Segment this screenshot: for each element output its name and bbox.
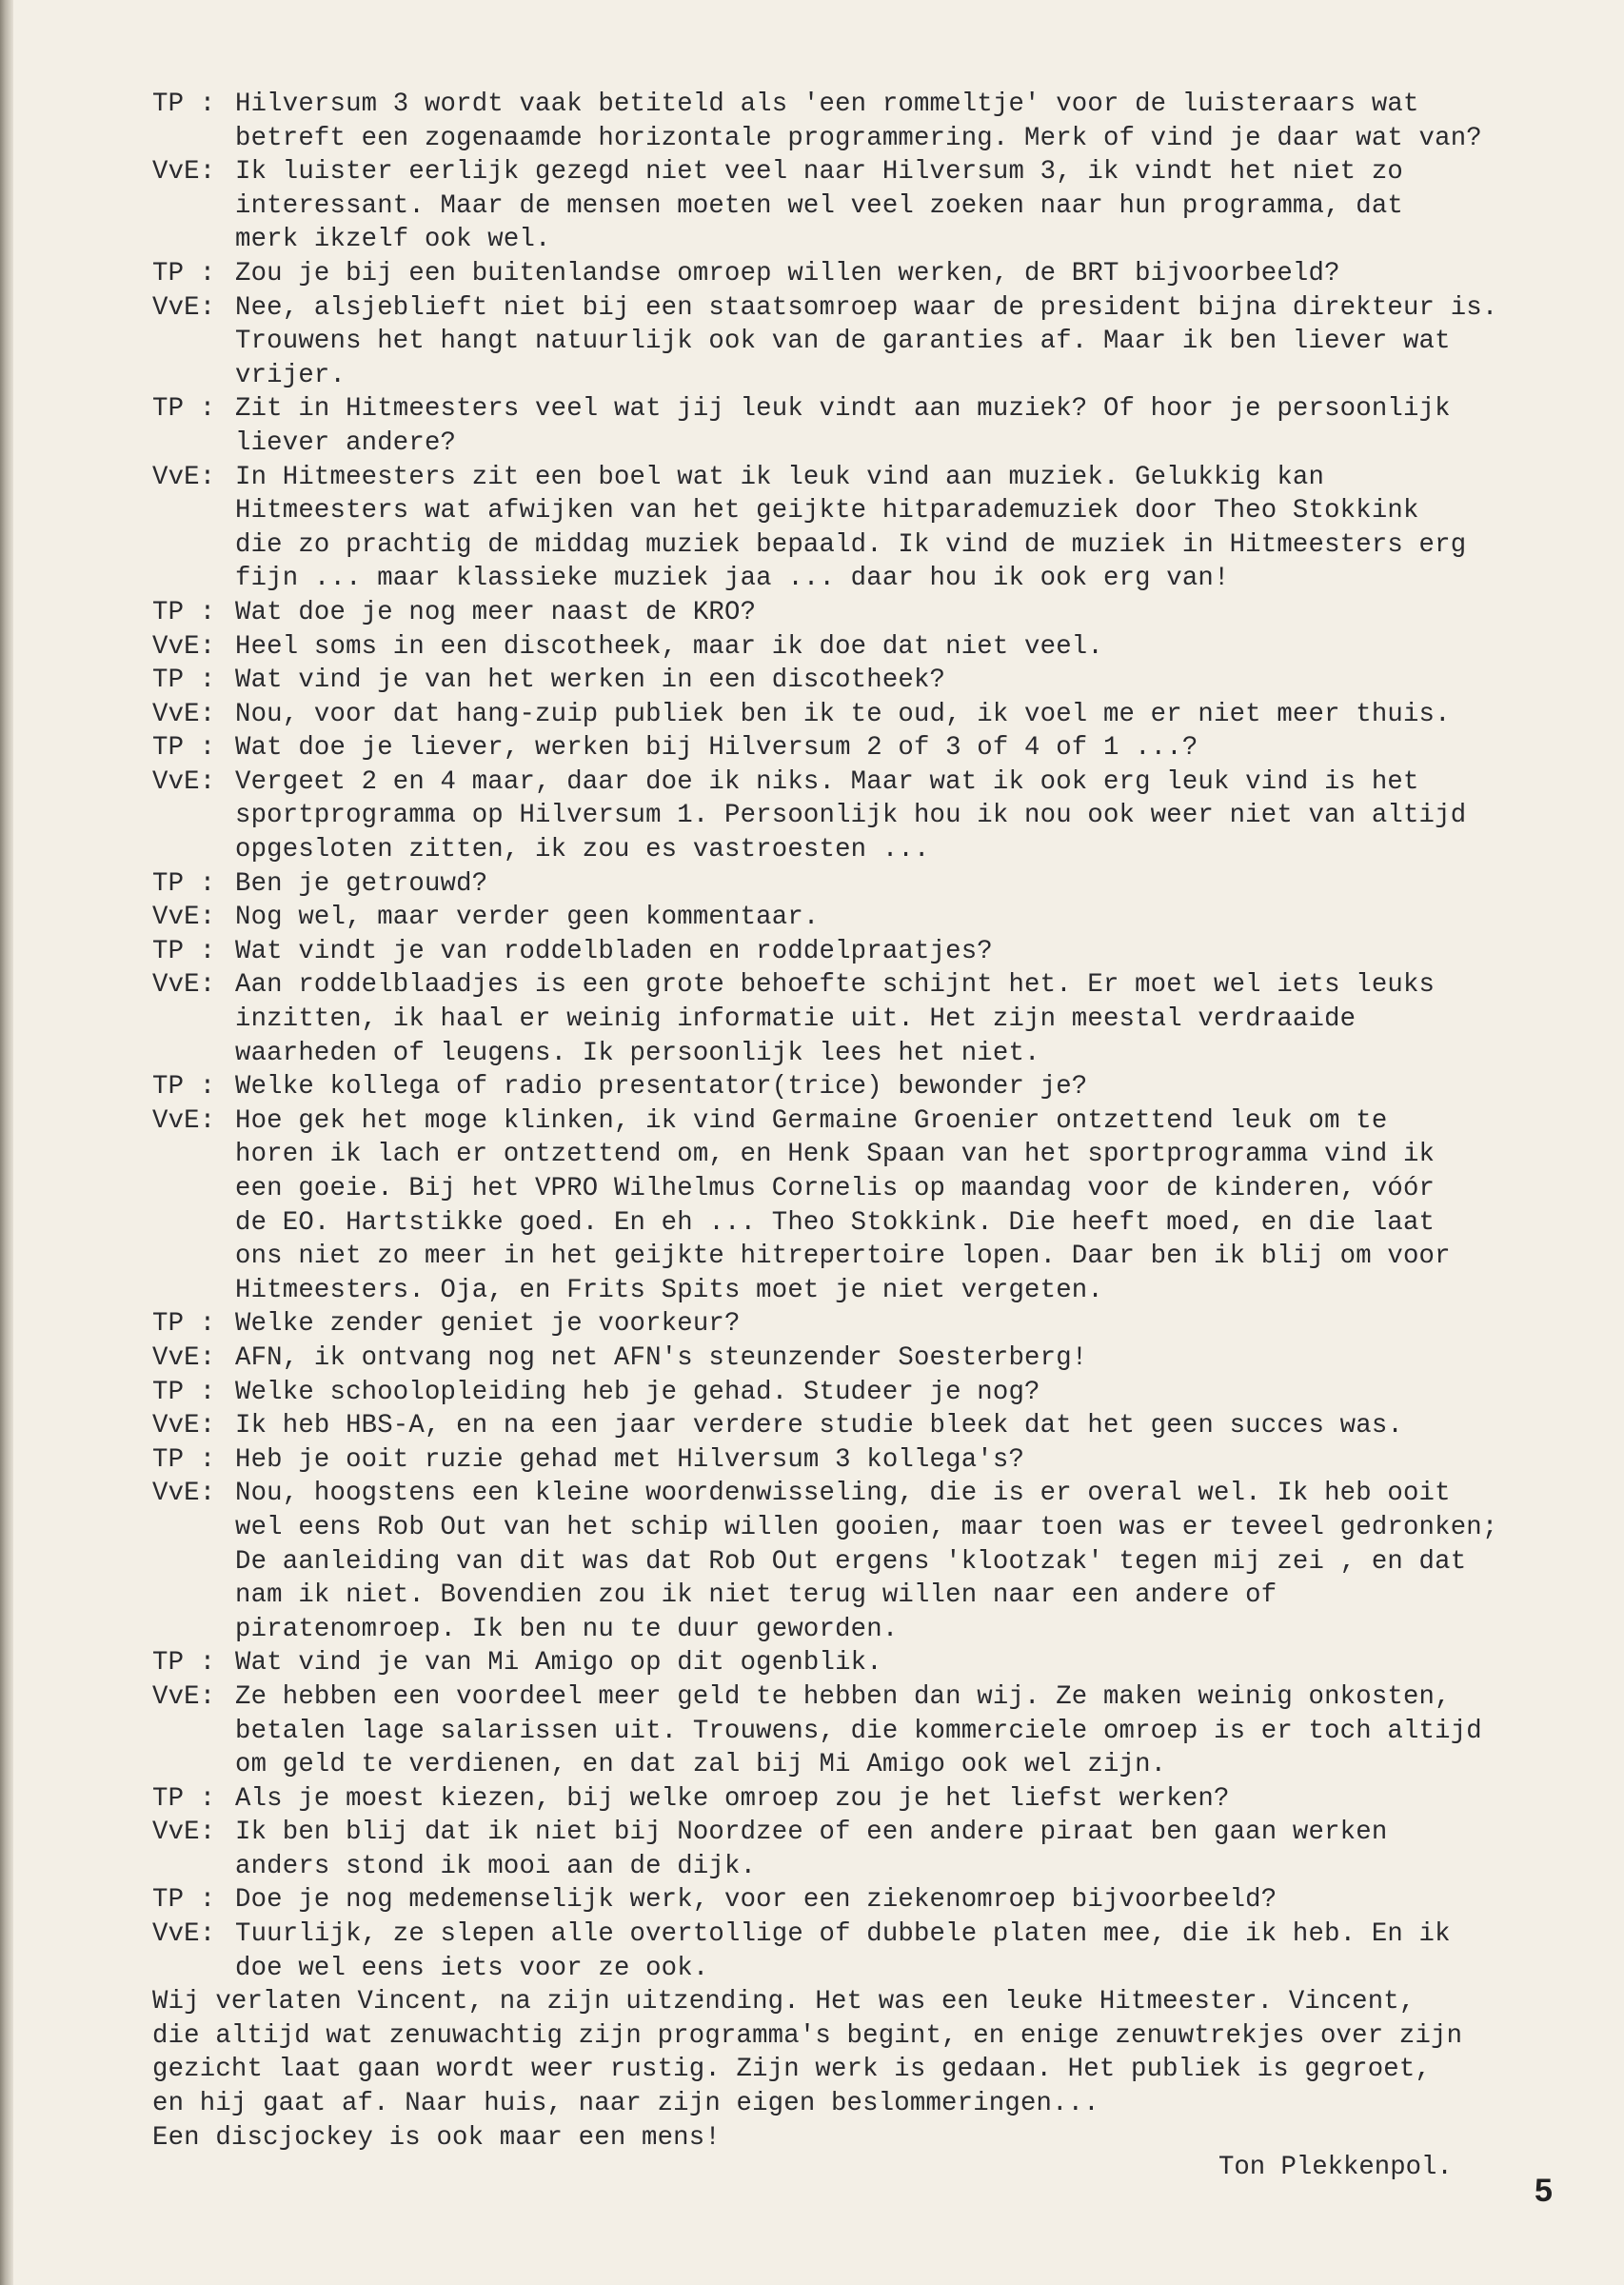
transcript-text: nam ik niet. Bovendien zou ik niet terug willen naar een andere of <box>235 1580 1277 1611</box>
closing-line: gezicht laat gaan wordt weer rustig. Zijn werk is gedaan. Het publiek is gegroet, <box>152 2055 1432 2085</box>
transcript-line <box>152 1240 1580 1274</box>
transcript-text: Ik luister eerlijk gezegd niet veel naar Hilversum 3, ik vindt het niet zo <box>235 157 1403 188</box>
transcript-line <box>152 1138 1580 1172</box>
transcript-line <box>152 968 1580 1003</box>
transcript-entry <box>152 765 1580 867</box>
transcript-line <box>152 1003 1580 1037</box>
transcript-text: merk ikzelf ook wel. <box>235 225 551 255</box>
speaker-label: TP : <box>152 868 216 899</box>
transcript-text: piratenomroep. Ik ben nu te duur geworden. <box>235 1614 899 1644</box>
transcript-text: de EO. Hartstikke goed. En eh ... Theo Stokkink. Die heeft moed, en die laat <box>235 1207 1436 1238</box>
speaker-label: TP : <box>152 1648 216 1679</box>
transcript-entry <box>152 1782 1580 1817</box>
transcript-line <box>152 1883 1580 1917</box>
transcript-text: De aanleiding van dit was dat Rob Out ergens 'klootzak' tegen mij zei , en dat <box>235 1546 1467 1577</box>
transcript-line <box>152 88 1580 122</box>
speaker-label: TP : <box>152 394 216 425</box>
closing-line: Wij verlaten Vincent, na zijn uitzending. Het was een leuke Hitmeester. Vincent, <box>152 1987 1416 2017</box>
transcript-text: Wat vind je van het werken in een discotheek? <box>235 666 946 696</box>
speaker-label: TP : <box>152 1885 216 1916</box>
transcript-line <box>152 1206 1580 1241</box>
transcript-text: Nog wel, maar verder geen kommentaar. <box>235 903 820 933</box>
transcript-text: Wat vind je van Mi Amigo op dit ogenblik. <box>235 1648 882 1679</box>
transcript-line <box>152 1816 1580 1850</box>
speaker-label: VvE: <box>152 1479 216 1509</box>
transcript-text: opgesloten zitten, ik zou es vastroesten ... <box>235 835 930 865</box>
closing-line: en hij gaat af. Naar huis, naar zijn eigen beslommeringen... <box>152 2089 1099 2119</box>
transcript-line <box>152 1917 1580 1952</box>
transcript-text: betalen lage salarissen uit. Trouwens, die kommerciele omroep is er toch altijd <box>235 1716 1482 1746</box>
transcript-text: Aan roddelblaadjes is een grote behoefte schijnt het. Er moet wel iets leuks <box>235 970 1436 1001</box>
speaker-label: VvE: <box>152 1342 216 1373</box>
transcript-text: Wat doe je liever, werken bij Hilversum 2 of 3 of 4 of 1 ...? <box>235 733 1198 764</box>
transcript-line <box>152 1579 1580 1613</box>
transcript-entry <box>152 630 1580 665</box>
transcript-text: Trouwens het hangt natuurlijk ook van de garanties af. Maar ik ben liever wat <box>235 327 1451 357</box>
transcript-text: Welke zender geniet je voorkeur? <box>235 1309 741 1340</box>
transcript-line <box>152 494 1580 528</box>
page-number: 5 <box>1535 2173 1553 2209</box>
speaker-label: TP : <box>152 666 216 696</box>
speaker-label: VvE: <box>152 1681 216 1712</box>
transcript-line <box>152 698 1580 732</box>
transcript-line <box>152 1104 1580 1139</box>
transcript-line <box>152 1172 1580 1206</box>
closing-paragraph <box>152 1985 1580 2155</box>
transcript-entry <box>152 867 1580 902</box>
transcript-entry <box>152 1646 1580 1680</box>
transcript-text: Hilversum 3 wordt vaak betiteld als 'een rommeltje' voor de luisteraars wat <box>235 89 1419 119</box>
transcript-line <box>152 223 1580 257</box>
transcript-text: liever andere? <box>235 427 457 458</box>
speaker-label: VvE: <box>152 766 216 797</box>
transcript-text: waarheden of leugens. Ik persoonlijk lees het niet. <box>235 1038 1040 1068</box>
transcript-line <box>152 325 1580 359</box>
transcript-text: Vergeet 2 en 4 maar, daar doe ik niks. Maar wat ik ook erg leuk vind is het <box>235 766 1419 797</box>
transcript-line <box>152 1037 1580 1071</box>
transcript-entry <box>152 1070 1580 1104</box>
transcript-entry <box>152 1443 1580 1478</box>
transcript-line <box>152 1545 1580 1580</box>
transcript-entry <box>152 968 1580 1070</box>
transcript-entry <box>152 392 1580 460</box>
transcript-text: Tuurlijk, ze slepen alle overtollige of dubbele platen mee, die ik heb. En ik <box>235 1919 1451 1950</box>
transcript-line <box>152 122 1580 156</box>
speaker-label: TP : <box>152 1444 216 1475</box>
transcript-text: Ben je getrouwd? <box>235 868 488 899</box>
transcript-line <box>152 1307 1580 1341</box>
transcript-text: anders stond ik mooi aan de dijk. <box>235 1851 757 1881</box>
transcript-line <box>152 291 1580 326</box>
transcript-text: Ik ben blij dat ik niet bij Noordzee of een andere piraat ben gaan werken <box>235 1818 1388 1848</box>
transcript-line <box>152 1715 1580 1749</box>
transcript-text: interessant. Maar de mensen moeten wel veel zoeken naar hun programma, dat <box>235 190 1403 221</box>
transcript-text: Nou, hoogstens een kleine woordenwisseling, die is er overal wel. Ik heb ooit <box>235 1479 1451 1509</box>
transcript-line <box>152 359 1580 393</box>
speaker-label: TP : <box>152 1309 216 1340</box>
interview-transcript <box>152 88 1580 1985</box>
transcript-line <box>152 1409 1580 1443</box>
transcript-entry <box>152 935 1580 969</box>
speaker-label: VvE: <box>152 970 216 1001</box>
transcript-text: AFN, ik ontvang nog net AFN's steunzender Soesterberg! <box>235 1342 1088 1373</box>
transcript-text: Zit in Hitmeesters veel wat jij leuk vindt aan muziek? Of hoor je persoonlijk <box>235 394 1451 425</box>
transcript-line <box>152 765 1580 800</box>
transcript-entry <box>152 291 1580 393</box>
transcript-entry <box>152 698 1580 732</box>
transcript-text: Welke schoolopleiding heb je gehad. Studeer je nog? <box>235 1377 1040 1407</box>
transcript-line <box>152 1782 1580 1817</box>
transcript-entry <box>152 1307 1580 1341</box>
transcript-entry <box>152 596 1580 630</box>
transcript-text: doe wel eens iets voor ze ook. <box>235 1953 709 1983</box>
transcript-line <box>152 461 1580 495</box>
transcript-entry <box>152 155 1580 257</box>
transcript-line <box>152 562 1580 596</box>
transcript-line <box>152 630 1580 665</box>
closing-line: Een discjockey is ook maar een mens! <box>152 2122 721 2153</box>
transcript-entry <box>152 731 1580 765</box>
speaker-label: VvE: <box>152 1411 216 1441</box>
transcript-text: sportprogramma op Hilversum 1. Persoonlijk hou ik nou ook weer niet van altijd <box>235 801 1467 831</box>
speaker-label: VvE: <box>152 1818 216 1848</box>
transcript-line <box>152 901 1580 935</box>
transcript-text: Doe je nog medemenselijk werk, voor een ziekenomroep bijvoorbeeld? <box>235 1885 1277 1916</box>
transcript-line <box>152 799 1580 833</box>
transcript-line <box>152 1070 1580 1104</box>
transcript-line <box>152 1443 1580 1478</box>
transcript-entry <box>152 1477 1580 1646</box>
transcript-text: Zou je bij een buitenlandse omroep willen werken, de BRT bijvoorbeeld? <box>235 258 1340 288</box>
transcript-line <box>152 1511 1580 1545</box>
transcript-text: die zo prachtig de middag muziek bepaald. Ik vind de muziek in Hitmeesters erg <box>235 529 1467 560</box>
transcript-text: Als je moest kiezen, bij welke omroep zou je het liefst werken? <box>235 1783 1230 1814</box>
transcript-text: Ze hebben een voordeel meer geld te hebben dan wij. Ze maken weinig onkosten, <box>235 1681 1451 1712</box>
speaker-label: VvE: <box>152 292 216 323</box>
transcript-line <box>152 867 1580 902</box>
transcript-line <box>152 1477 1580 1511</box>
transcript-entry <box>152 664 1580 698</box>
transcript-line <box>152 1850 1580 1884</box>
transcript-text: Welke kollega of radio presentator(trice) bewonder je? <box>235 1072 1088 1103</box>
transcript-text: Wat doe je nog meer naast de KRO? <box>235 597 757 627</box>
transcript-entry <box>152 1917 1580 1985</box>
transcript-line <box>152 833 1580 867</box>
transcript-text: betreft een zogenaamde horizontale programmering. Merk of vind je daar wat van? <box>235 123 1482 153</box>
speaker-label: VvE: <box>152 699 216 729</box>
transcript-entry <box>152 257 1580 291</box>
speaker-label: TP : <box>152 258 216 288</box>
interview-page <box>152 88 1580 2155</box>
transcript-line <box>152 1341 1580 1376</box>
transcript-text: vrijer. <box>235 360 347 390</box>
transcript-text: ons niet zo meer in het geijkte hitrepertoire lopen. Daar ben ik blij om voor <box>235 1242 1451 1272</box>
transcript-text: wel eens Rob Out van het schip willen gooien, maar toen was er teveel gedronken; <box>235 1512 1498 1542</box>
speaker-label: TP : <box>152 733 216 764</box>
transcript-line <box>152 1748 1580 1782</box>
transcript-entry <box>152 1376 1580 1410</box>
transcript-line <box>152 189 1580 224</box>
transcript-entry <box>152 1883 1580 1917</box>
transcript-text: Ik heb HBS-A, en na een jaar verdere studie bleek dat het geen succes was. <box>235 1411 1403 1441</box>
closing-line: die altijd wat zenuwachtig zijn programma's begint, en enige zenuwtrekjes over zijn <box>152 2020 1463 2051</box>
transcript-entry <box>152 901 1580 935</box>
author-signature: Ton Plekkenpol. <box>1218 2153 1453 2182</box>
transcript-line <box>152 596 1580 630</box>
page-binding-edge <box>0 0 13 2285</box>
transcript-line <box>152 664 1580 698</box>
speaker-label: TP : <box>152 936 216 966</box>
transcript-line <box>152 155 1580 189</box>
transcript-entry <box>152 461 1580 596</box>
transcript-line <box>152 731 1580 765</box>
speaker-label: VvE: <box>152 1919 216 1950</box>
speaker-label: TP : <box>152 89 216 119</box>
speaker-label: TP : <box>152 1072 216 1103</box>
transcript-text: om geld te verdienen, en dat zal bij Mi Amigo ook wel zijn. <box>235 1750 1167 1780</box>
speaker-label: TP : <box>152 597 216 627</box>
transcript-text: Nee, alsjeblieft niet bij een staatsomroep waar de president bijna direkteur is. <box>235 292 1498 323</box>
transcript-line <box>152 257 1580 291</box>
transcript-entry <box>152 1680 1580 1782</box>
transcript-line <box>152 1274 1580 1308</box>
speaker-label: VvE: <box>152 903 216 933</box>
speaker-label: VvE: <box>152 1105 216 1136</box>
transcript-line <box>152 935 1580 969</box>
transcript-line <box>152 1613 1580 1647</box>
transcript-line <box>152 1680 1580 1715</box>
transcript-text: Wat vindt je van roddelbladen en roddelpraatjes? <box>235 936 993 966</box>
transcript-text: een goeie. Bij het VPRO Wilhelmus Cornelis op maandag voor de kinderen, vóór <box>235 1174 1436 1203</box>
transcript-text: fijn ... maar klassieke muziek jaa ... daar hou ik ook erg van! <box>235 564 1230 594</box>
transcript-text: Hitmeesters. Oja, en Frits Spits moet je niet vergeten. <box>235 1275 1103 1305</box>
transcript-entry <box>152 1816 1580 1883</box>
transcript-text: Heb je ooit ruzie gehad met Hilversum 3 kollega's? <box>235 1444 1025 1475</box>
speaker-label: VvE: <box>152 462 216 492</box>
transcript-line <box>152 1376 1580 1410</box>
transcript-line <box>152 392 1580 427</box>
transcript-line <box>152 528 1580 563</box>
transcript-text: inzitten, ik haal er weinig informatie uit. Het zijn meestal verdraaide <box>235 1004 1357 1035</box>
transcript-entry <box>152 1104 1580 1308</box>
speaker-label: VvE: <box>152 631 216 662</box>
speaker-label: TP : <box>152 1783 216 1814</box>
speaker-label: TP : <box>152 1377 216 1407</box>
transcript-line <box>152 1952 1580 1986</box>
transcript-entry <box>152 88 1580 155</box>
transcript-text: In Hitmeesters zit een boel wat ik leuk vind aan muziek. Gelukkig kan <box>235 462 1325 492</box>
transcript-text: Hoe gek het moge klinken, ik vind Germaine Groenier ontzettend leuk om te <box>235 1105 1388 1136</box>
transcript-text: horen ik lach er ontzettend om, en Henk Spaan van het sportprogramma vind ik <box>235 1140 1436 1170</box>
speaker-label: VvE: <box>152 157 216 188</box>
transcript-line <box>152 427 1580 461</box>
transcript-entry <box>152 1409 1580 1443</box>
transcript-text: Nou, voor dat hang-zuip publiek ben ik te oud, ik voel me er niet meer thuis. <box>235 699 1451 729</box>
transcript-line <box>152 1646 1580 1680</box>
transcript-text: Hitmeesters wat afwijken van het geijkte hitparademuziek door Theo Stokkink <box>235 496 1419 527</box>
transcript-entry <box>152 1341 1580 1376</box>
transcript-text: Heel soms in een discotheek, maar ik doe dat niet veel. <box>235 631 1103 662</box>
